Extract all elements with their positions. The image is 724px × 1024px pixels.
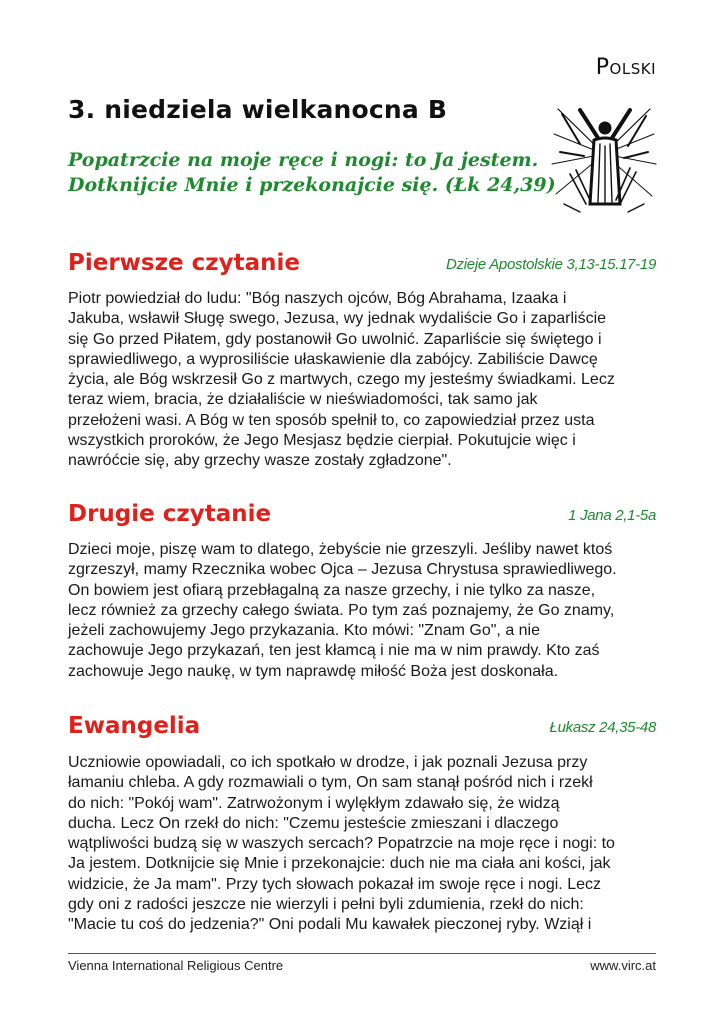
text-line: zachowuje Jego naukę, w tym naprawdę miłość Boża jest doskonała.	[68, 662, 559, 680]
text-line: zachowuje Jego przykazań, ten jest kłamcą i nie ma w nim prawdy. Kto zaś	[68, 642, 600, 660]
text-line: sprawiedliwego, a wyprosiliście ułaskawienie dla zabójcy. Zabiliście Dawcę	[68, 350, 598, 368]
text-line: Uczniowie opowiadali, co ich spotkało w drodze, i jak poznali Jezusa przy	[68, 754, 588, 771]
text-line: życia, ale Bóg wskrzesił Go z martwych, czego my jesteśmy świadkami. Lecz	[68, 371, 615, 389]
text-line: jeżeli zachowujemy Jego przykazania. Kto mówi: "Znam Go", a nie	[68, 622, 541, 640]
text-line: Jakuba, wsławił Sługę swego, Jezusa, wy jednak wydaliście Go i zaparliście	[68, 310, 607, 328]
reading-text-second	[68, 540, 660, 682]
text-line: gdy oni z radości jeszcze nie wierzyli i pełni byli zdumienia, rzekł do nich:	[68, 896, 584, 914]
motto-quote	[68, 148, 556, 198]
section-heading: Pierwsze czytanie	[68, 250, 300, 276]
footer-divider	[68, 953, 656, 954]
section-header-gospel	[68, 707, 656, 739]
text-line: wszystkich proroków, że Jego Mesjasz będzie cierpiał. Pokutujcie więc i	[68, 432, 576, 450]
section-heading: Drugie czytanie	[68, 501, 272, 527]
text-line: teraz wiem, bracia, że działaliście w nieświadomości, tak samo jak	[68, 391, 538, 409]
scripture-reference: Łukasz 24,35-48	[549, 719, 656, 736]
section-header-second-reading	[68, 495, 656, 527]
text-line: On bowiem jest ofiarą przebłagalną za nasze grzechy, i nie tylko za nasze,	[68, 581, 596, 599]
scripture-reference: 1 Jana 2,1-5a	[568, 507, 656, 524]
reading-text-first	[68, 289, 660, 472]
text-line: do nich: "Pokój wam". Zatrwożonym i wylękłym zdawało się, że widzą	[68, 794, 560, 812]
text-line: łamaniu chleba. A gdy rozmawiali o tym, On sam stanął pośród nich i rzekł	[68, 774, 593, 792]
risen-christ-icon	[550, 104, 658, 214]
motto-line: Dotknijcie Mnie i przekonajcie się. (Łk 24,39)	[68, 174, 556, 196]
text-line: lecz również za grzechy całego świata. Po tym zaś poznajemy, że Go znamy,	[68, 601, 615, 619]
text-line: Ja jestem. Dotknijcie się Mnie i przekonajcie: duch nie ma ciała ani kości, jak	[68, 855, 611, 873]
language-label: Polski	[595, 55, 656, 80]
text-line: ducha. Lecz On rzekł do nich: "Czemu jesteście zmieszani i dlaczego	[68, 814, 559, 832]
text-line: nawróćcie się, aby grzechy wasze zostały zgładzone".	[68, 452, 452, 470]
page-title: 3. niedziela wielkanocna B	[68, 95, 448, 124]
section-heading: Ewangelia	[68, 713, 201, 739]
text-line: zgrzeszył, mamy Rzecznika wobec Ojca – Jezusa Chrystusa sprawiedliwego.	[68, 561, 617, 579]
text-line: Piotr powiedział do ludu: "Bóg naszych ojców, Bóg Abrahama, Izaaka i	[68, 290, 567, 307]
footer-website-link[interactable]: www.virc.at	[590, 958, 656, 973]
text-line: się Go przed Piłatem, gdy postanowił Go uwolnić. Zaparliście się świętego i	[68, 330, 602, 348]
text-line: widzicie, że Ja mam". Przy tych słowach pokazał im swoje ręce i nogi. Lecz	[68, 875, 601, 893]
text-line: przełożeni wasi. A Bóg w ten sposób spełnił to, co zapowiedział przez usta	[68, 411, 595, 429]
text-line: "Macie tu coś do jedzenia?" Oni podali Mu kawałek pieczonej ryby. Wziął i	[68, 916, 592, 934]
motto-line: Popatrzcie na moje ręce i nogi: to Ja jestem.	[68, 149, 539, 171]
footer-organization: Vienna International Religious Centre	[68, 958, 284, 973]
scripture-reference: Dzieje Apostolskie 3,13-15.17-19	[446, 256, 656, 273]
reading-text-gospel	[68, 753, 660, 936]
text-line: Dzieci moje, piszę wam to dlatego, żebyście nie grzeszyli. Jeśliby nawet ktoś	[68, 541, 613, 558]
text-line: wątpliwości budzą się w waszych sercach? Popatrzcie na moje ręce i nogi: to	[68, 835, 615, 853]
section-header-first-reading	[68, 244, 656, 276]
